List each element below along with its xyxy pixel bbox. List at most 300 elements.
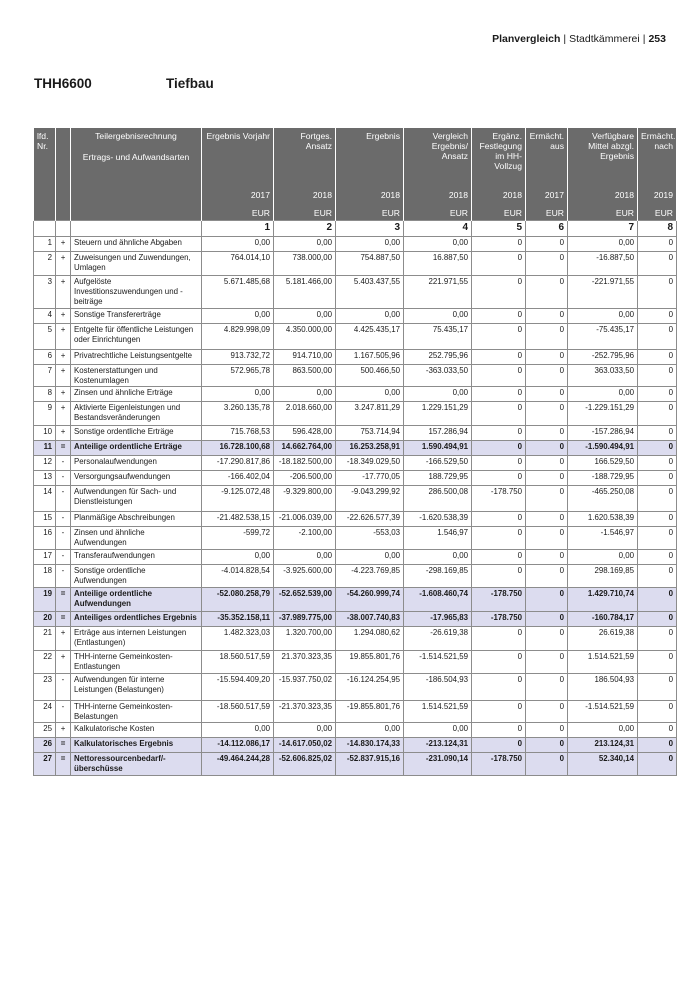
column-number-row: [34, 221, 677, 237]
row-value-col-1: 0,00: [202, 550, 274, 565]
row-value-col-8: 0: [638, 456, 677, 471]
table-row: [34, 611, 677, 626]
row-label: Versorgungsaufwendungen: [71, 471, 202, 486]
row-value-col-8: 0: [638, 512, 677, 527]
header-year-blank-desc: [71, 181, 202, 206]
row-value-col-1: 0,00: [202, 387, 274, 402]
row-value-col-6: 0: [526, 323, 568, 349]
row-value-col-2: 0,00: [274, 308, 336, 323]
row-number: 7: [34, 364, 56, 387]
row-operator: +: [56, 276, 71, 309]
row-value-col-7: 0,00: [568, 237, 638, 252]
row-label: THH-interne Gemeinkosten-Belastungen: [71, 700, 202, 723]
row-value-col-4: 286.500,08: [404, 486, 472, 512]
header-year-5: 2018: [472, 181, 526, 206]
row-value-col-6: 0: [526, 650, 568, 673]
row-label: Aktivierte Eigenleistungen und Bestandsveränderungen: [71, 402, 202, 426]
row-value-col-3: 0,00: [336, 308, 404, 323]
row-label: Zinsen und ähnliche Aufwendungen: [71, 527, 202, 550]
row-value-col-8: 0: [638, 441, 677, 456]
row-operator: -: [56, 456, 71, 471]
row-value-col-1: 0,00: [202, 237, 274, 252]
row-value-col-1: 1.482.323,03: [202, 626, 274, 650]
row-value-col-6: 0: [526, 402, 568, 426]
row-value-col-4: 188.729,95: [404, 471, 472, 486]
column-number-7: 7: [568, 221, 638, 237]
row-value-col-5: 0: [472, 723, 526, 738]
row-value-col-4: -363.033,50: [404, 364, 472, 387]
header-year-3: 2018: [336, 181, 404, 206]
row-label: Transferaufwendungen: [71, 550, 202, 565]
row-value-col-4: 0,00: [404, 387, 472, 402]
row-value-col-5: 0: [472, 308, 526, 323]
row-label: Sonstige ordentliche Aufwendungen: [71, 565, 202, 588]
header-year-4: 2018: [404, 181, 472, 206]
row-operator: +: [56, 323, 71, 349]
row-label: Kostenerstattungen und Kostenumlagen: [71, 364, 202, 387]
table-row: [34, 237, 677, 252]
row-number: 11: [34, 441, 56, 456]
row-value-col-2: -14.617.050,02: [274, 738, 336, 753]
row-number: 14: [34, 486, 56, 512]
row-number: 2: [34, 252, 56, 276]
row-operator: =: [56, 611, 71, 626]
row-value-col-2: 0,00: [274, 723, 336, 738]
row-operator: -: [56, 471, 71, 486]
row-value-col-3: -14.830.174,33: [336, 738, 404, 753]
header-description-line1: Teilergebnisrechnung: [95, 131, 177, 141]
row-value-col-2: 14.662.764,00: [274, 441, 336, 456]
row-value-col-8: 0: [638, 673, 677, 700]
row-operator: +: [56, 308, 71, 323]
row-value-col-1: 715.768,53: [202, 426, 274, 441]
header-col-4: Vergleich Ergebnis/ Ansatz: [404, 128, 472, 181]
row-value-col-7: -1.590.494,91: [568, 441, 638, 456]
row-value-col-6: 0: [526, 471, 568, 486]
row-value-col-7: -1.546,97: [568, 527, 638, 550]
row-value-col-3: 0,00: [336, 723, 404, 738]
row-operator: +: [56, 387, 71, 402]
row-value-col-7: 298.169,85: [568, 565, 638, 588]
row-label: Kalkulatorisches Ergebnis: [71, 738, 202, 753]
row-value-col-6: 0: [526, 700, 568, 723]
row-value-col-6: 0: [526, 456, 568, 471]
row-value-col-6: 0: [526, 723, 568, 738]
row-value-col-6: 0: [526, 426, 568, 441]
header-description: [71, 128, 202, 181]
row-value-col-5: 0: [472, 626, 526, 650]
column-number-2: 2: [274, 221, 336, 237]
row-value-col-1: -21.482.538,15: [202, 512, 274, 527]
row-value-col-3: 754.887,50: [336, 252, 404, 276]
row-value-col-8: 0: [638, 276, 677, 309]
row-value-col-3: 1.167.505,96: [336, 349, 404, 364]
row-value-col-1: 4.829.998,09: [202, 323, 274, 349]
row-label: Sonstige ordentliche Erträge: [71, 426, 202, 441]
row-value-col-2: -52.606.825,02: [274, 753, 336, 776]
row-value-col-7: -188.729,95: [568, 471, 638, 486]
header-col-3: Ergebnis: [336, 128, 404, 181]
row-value-col-1: -166.402,04: [202, 471, 274, 486]
row-value-col-7: -1.229.151,29: [568, 402, 638, 426]
row-value-col-4: 75.435,17: [404, 323, 472, 349]
row-value-col-2: 2.018.660,00: [274, 402, 336, 426]
header-description-line2: Ertrags- und Aufwandsarten: [82, 152, 190, 163]
row-number: 13: [34, 471, 56, 486]
row-value-col-3: 500.466,50: [336, 364, 404, 387]
row-value-col-2: -2.100,00: [274, 527, 336, 550]
row-value-col-8: 0: [638, 565, 677, 588]
row-value-col-6: 0: [526, 565, 568, 588]
row-value-col-4: 0,00: [404, 550, 472, 565]
row-value-col-7: 0,00: [568, 308, 638, 323]
row-value-col-7: -1.514.521,59: [568, 700, 638, 723]
row-value-col-5: 0: [472, 527, 526, 550]
row-value-col-3: -22.626.577,39: [336, 512, 404, 527]
row-value-col-1: -52.080.258,79: [202, 587, 274, 611]
row-value-col-6: 0: [526, 611, 568, 626]
row-value-col-7: 166.529,50: [568, 456, 638, 471]
row-number: 1: [34, 237, 56, 252]
product-heading: [34, 76, 214, 91]
header-unit-blank-desc: [71, 206, 202, 221]
column-number-5: 5: [472, 221, 526, 237]
row-label: Aufgelöste Investitionszuwendungen und -beiträge: [71, 276, 202, 309]
row-operator: -: [56, 486, 71, 512]
row-value-col-7: -16.887,50: [568, 252, 638, 276]
row-value-col-6: 0: [526, 753, 568, 776]
column-number-1: 1: [202, 221, 274, 237]
header-unit-6: EUR: [526, 206, 568, 221]
header-year-6: 2017: [526, 181, 568, 206]
row-value-col-1: -599,72: [202, 527, 274, 550]
row-value-col-2: 4.350.000,00: [274, 323, 336, 349]
row-value-col-2: -21.006.039,00: [274, 512, 336, 527]
row-operator: -: [56, 700, 71, 723]
header-year-blank: [34, 181, 56, 206]
row-value-col-8: 0: [638, 738, 677, 753]
header-year-2: 2018: [274, 181, 336, 206]
row-value-col-6: 0: [526, 738, 568, 753]
column-number-4: 4: [404, 221, 472, 237]
row-value-col-4: 0,00: [404, 237, 472, 252]
row-value-col-5: 0: [472, 700, 526, 723]
row-value-col-5: 0: [472, 252, 526, 276]
row-operator: +: [56, 364, 71, 387]
row-value-col-5: 0: [472, 387, 526, 402]
row-number: 26: [34, 738, 56, 753]
product-name: Tiefbau: [166, 76, 214, 91]
row-value-col-4: -26.619,38: [404, 626, 472, 650]
row-number: 24: [34, 700, 56, 723]
row-label: Erträge aus internen Leistungen (Entlastungen): [71, 626, 202, 650]
table-row: [34, 587, 677, 611]
table-body: [34, 221, 677, 776]
table-row: [34, 486, 677, 512]
row-value-col-2: 596.428,00: [274, 426, 336, 441]
header-separator-2: |: [642, 33, 646, 45]
row-value-col-4: -186.504,93: [404, 673, 472, 700]
header-unit-2: EUR: [274, 206, 336, 221]
row-label: Privatrechtliche Leistungsentgelte: [71, 349, 202, 364]
row-value-col-3: -18.349.029,50: [336, 456, 404, 471]
row-number: 22: [34, 650, 56, 673]
table-row: [34, 527, 677, 550]
row-value-col-3: 0,00: [336, 387, 404, 402]
row-value-col-2: 0,00: [274, 237, 336, 252]
row-number: 12: [34, 456, 56, 471]
row-number: 8: [34, 387, 56, 402]
row-value-col-6: 0: [526, 527, 568, 550]
row-value-col-5: -178.750: [472, 486, 526, 512]
row-value-col-7: -160.784,17: [568, 611, 638, 626]
table-row: [34, 276, 677, 309]
row-value-col-4: 1.590.494,91: [404, 441, 472, 456]
row-value-col-5: 0: [472, 565, 526, 588]
row-value-col-3: 0,00: [336, 237, 404, 252]
row-value-col-1: 16.728.100,68: [202, 441, 274, 456]
row-operator: -: [56, 565, 71, 588]
row-value-col-1: -49.464.244,28: [202, 753, 274, 776]
header-unit-1: EUR: [202, 206, 274, 221]
row-value-col-8: 0: [638, 308, 677, 323]
row-number: 9: [34, 402, 56, 426]
row-value-col-7: 1.620.538,39: [568, 512, 638, 527]
row-value-col-6: 0: [526, 673, 568, 700]
header-col-8: Ermächt. nach: [638, 128, 677, 181]
table-row: [34, 441, 677, 456]
row-value-col-3: -52.837.915,16: [336, 753, 404, 776]
row-value-col-4: 16.887,50: [404, 252, 472, 276]
row-number: 17: [34, 550, 56, 565]
table-row: [34, 426, 677, 441]
row-operator: +: [56, 349, 71, 364]
row-value-col-6: 0: [526, 512, 568, 527]
row-value-col-3: -553,03: [336, 527, 404, 550]
row-value-col-1: 18.560.517,59: [202, 650, 274, 673]
row-label: Sonstige Transfererträge: [71, 308, 202, 323]
row-value-col-1: -15.594.409,20: [202, 673, 274, 700]
row-number: 23: [34, 673, 56, 700]
table-row: [34, 723, 677, 738]
table-row: [34, 700, 677, 723]
header-unit-3: EUR: [336, 206, 404, 221]
row-value-col-6: 0: [526, 237, 568, 252]
row-operator: +: [56, 237, 71, 252]
table-row: [34, 402, 677, 426]
row-number: 15: [34, 512, 56, 527]
row-label: Anteilige ordentliche Erträge: [71, 441, 202, 456]
header-unit-blank-sym: [56, 206, 71, 221]
row-value-col-5: 0: [472, 738, 526, 753]
row-value-col-4: -1.608.460,74: [404, 587, 472, 611]
row-value-col-4: 1.514.521,59: [404, 700, 472, 723]
row-number: 18: [34, 565, 56, 588]
row-label: Anteilige ordentliche Aufwendungen: [71, 587, 202, 611]
header-col-6: Ermächt. aus: [526, 128, 568, 181]
row-value-col-4: -231.090,14: [404, 753, 472, 776]
table-row: [34, 738, 677, 753]
running-header: [492, 33, 666, 45]
header-unit-7: EUR: [568, 206, 638, 221]
row-operator: +: [56, 402, 71, 426]
row-value-col-4: 0,00: [404, 308, 472, 323]
row-value-col-5: 0: [472, 550, 526, 565]
row-value-col-2: 0,00: [274, 387, 336, 402]
row-value-col-5: 0: [472, 512, 526, 527]
row-value-col-7: -465.250,08: [568, 486, 638, 512]
row-number: 4: [34, 308, 56, 323]
row-value-col-7: 186.504,93: [568, 673, 638, 700]
row-value-col-3: -19.855.801,76: [336, 700, 404, 723]
row-value-col-5: 0: [472, 402, 526, 426]
row-value-col-7: 26.619,38: [568, 626, 638, 650]
row-value-col-3: -16.124.254,95: [336, 673, 404, 700]
row-value-col-7: 1.429.710,74: [568, 587, 638, 611]
table-row: [34, 550, 677, 565]
row-value-col-6: 0: [526, 252, 568, 276]
row-number: 25: [34, 723, 56, 738]
row-label: Zinsen und ähnliche Erträge: [71, 387, 202, 402]
header-col-1: Ergebnis Vorjahr: [202, 128, 274, 181]
row-value-col-7: 0,00: [568, 387, 638, 402]
header-unit-4: EUR: [404, 206, 472, 221]
header-symbol: [56, 128, 71, 181]
row-value-col-4: -1.514.521,59: [404, 650, 472, 673]
row-value-col-5: 0: [472, 323, 526, 349]
row-value-col-8: 0: [638, 323, 677, 349]
row-value-col-2: -3.925.600,00: [274, 565, 336, 588]
row-operator: -: [56, 512, 71, 527]
header-year-blank-sym: [56, 181, 71, 206]
row-value-col-1: 913.732,72: [202, 349, 274, 364]
row-value-col-3: -9.043.299,92: [336, 486, 404, 512]
row-value-col-7: 52.340,14: [568, 753, 638, 776]
header-unit-8: EUR: [638, 206, 677, 221]
row-value-col-6: 0: [526, 349, 568, 364]
header-year-8: 2019: [638, 181, 677, 206]
row-value-col-3: 5.403.437,55: [336, 276, 404, 309]
row-value-col-8: 0: [638, 237, 677, 252]
row-value-col-3: 4.425.435,17: [336, 323, 404, 349]
row-operator: -: [56, 527, 71, 550]
table-row: [34, 471, 677, 486]
row-value-col-4: 252.795,96: [404, 349, 472, 364]
row-value-col-6: 0: [526, 626, 568, 650]
row-operator: +: [56, 723, 71, 738]
row-value-col-8: 0: [638, 700, 677, 723]
row-value-col-5: 0: [472, 237, 526, 252]
row-value-col-3: 19.855.801,76: [336, 650, 404, 673]
row-number: 21: [34, 626, 56, 650]
row-value-col-2: -18.182.500,00: [274, 456, 336, 471]
row-value-col-8: 0: [638, 550, 677, 565]
row-value-col-1: -17.290.817,86: [202, 456, 274, 471]
row-value-col-4: -298.169,85: [404, 565, 472, 588]
header-separator: |: [563, 33, 567, 45]
row-value-col-4: -17.965,83: [404, 611, 472, 626]
row-value-col-8: 0: [638, 349, 677, 364]
row-operator: +: [56, 650, 71, 673]
product-code: THH6600: [34, 76, 92, 91]
row-value-col-5: 0: [472, 673, 526, 700]
column-number-blank-sym: [56, 221, 71, 237]
row-value-col-2: -21.370.323,35: [274, 700, 336, 723]
table-row: [34, 753, 677, 776]
row-value-col-2: -15.937.750,02: [274, 673, 336, 700]
table-row: [34, 308, 677, 323]
header-lfd-nr: lfd. Nr.: [34, 128, 56, 181]
row-value-col-7: 0,00: [568, 723, 638, 738]
row-value-col-1: -14.112.086,17: [202, 738, 274, 753]
row-value-col-1: 572.965,78: [202, 364, 274, 387]
row-value-col-1: 0,00: [202, 723, 274, 738]
row-value-col-3: 0,00: [336, 550, 404, 565]
row-value-col-5: -178.750: [472, 753, 526, 776]
row-value-col-2: -52.652.539,00: [274, 587, 336, 611]
row-value-col-1: -9.125.072,48: [202, 486, 274, 512]
row-operator: +: [56, 252, 71, 276]
row-value-col-6: 0: [526, 486, 568, 512]
row-operator: =: [56, 441, 71, 456]
row-value-col-2: -9.329.800,00: [274, 486, 336, 512]
row-value-col-3: 3.247.811,29: [336, 402, 404, 426]
row-value-col-2: 1.320.700,00: [274, 626, 336, 650]
row-number: 19: [34, 587, 56, 611]
header-year-7: 2018: [568, 181, 638, 206]
row-value-col-4: 0,00: [404, 723, 472, 738]
table-row: [34, 626, 677, 650]
page-number: 253: [648, 33, 666, 45]
row-value-col-3: -4.223.769,85: [336, 565, 404, 588]
results-table: [33, 128, 677, 776]
row-label: Anteiliges ordentliches Ergebnis: [71, 611, 202, 626]
row-value-col-8: 0: [638, 527, 677, 550]
section-name: Stadtkämmerei: [569, 33, 640, 45]
row-value-col-8: 0: [638, 650, 677, 673]
row-value-col-6: 0: [526, 550, 568, 565]
row-value-col-8: 0: [638, 387, 677, 402]
row-value-col-5: 0: [472, 426, 526, 441]
table-row: [34, 387, 677, 402]
row-value-col-1: 0,00: [202, 308, 274, 323]
row-value-col-1: -18.560.517,59: [202, 700, 274, 723]
header-year-1: 2017: [202, 181, 274, 206]
row-value-col-5: 0: [472, 456, 526, 471]
row-value-col-4: 1.546,97: [404, 527, 472, 550]
row-label: THH-interne Gemeinkosten-Entlastungen: [71, 650, 202, 673]
row-value-col-2: 914.710,00: [274, 349, 336, 364]
row-value-col-2: 738.000,00: [274, 252, 336, 276]
row-value-col-6: 0: [526, 587, 568, 611]
row-value-col-6: 0: [526, 387, 568, 402]
row-value-col-8: 0: [638, 723, 677, 738]
row-label: Zuweisungen und Zuwendungen, Umlagen: [71, 252, 202, 276]
header-unit-5: EUR: [472, 206, 526, 221]
row-operator: =: [56, 587, 71, 611]
row-value-col-7: 213.124,31: [568, 738, 638, 753]
table-row: [34, 349, 677, 364]
row-value-col-6: 0: [526, 364, 568, 387]
row-operator: =: [56, 738, 71, 753]
row-value-col-2: 5.181.466,00: [274, 276, 336, 309]
row-value-col-5: 0: [472, 441, 526, 456]
row-operator: =: [56, 753, 71, 776]
row-value-col-3: 753.714,94: [336, 426, 404, 441]
row-value-col-7: 1.514.521,59: [568, 650, 638, 673]
row-value-col-4: -213.124,31: [404, 738, 472, 753]
row-value-col-6: 0: [526, 276, 568, 309]
